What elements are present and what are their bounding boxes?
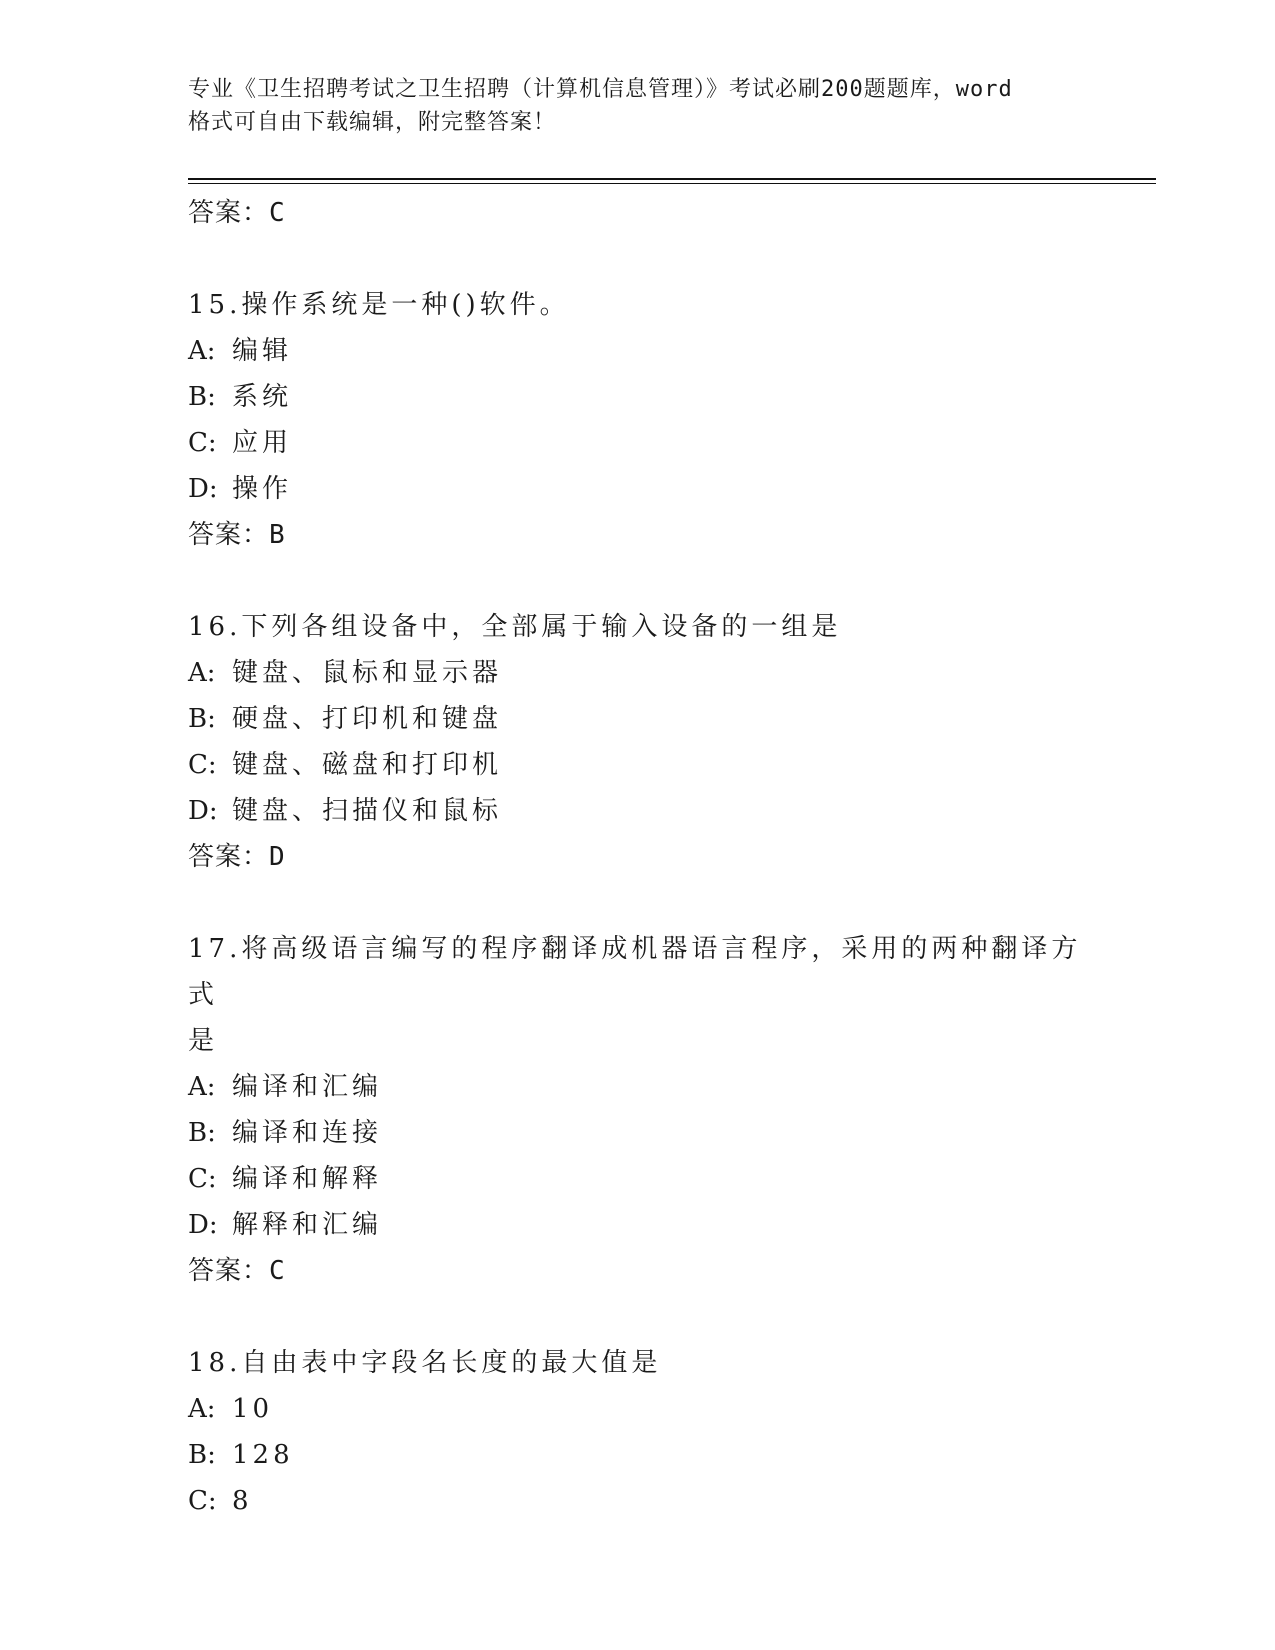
option-c [188,1478,1088,1524]
option-label: B: [188,1118,216,1148]
option-d [188,1202,1088,1248]
option-label: A: [188,1394,216,1424]
answer-line: 答案：D [188,842,286,872]
option-text: 系统 [232,382,293,412]
option-label: A: [188,658,216,688]
option-d [188,466,1088,512]
option-text: 键盘、扫描仪和鼠标 [232,796,503,826]
option-b [188,1110,1088,1156]
answer-line: 答案：B [188,520,286,550]
option-text: 键盘、磁盘和打印机 [232,750,503,780]
option-a [188,1064,1088,1110]
option-text: 解释和汇编 [232,1210,383,1240]
option-text: 10 [232,1394,274,1424]
header-line-1: 专业《卫生招聘考试之卫生招聘（计算机信息管理）》考试必刷200题题库，word [188,77,1013,102]
option-text: 应用 [232,428,293,458]
option-label: B: [188,1440,216,1470]
option-label: C: [188,1164,217,1194]
option-text: 操作 [232,474,293,504]
option-label: C: [188,750,217,780]
option-c [188,420,1088,466]
option-label: B: [188,704,216,734]
question-18 [188,1340,1088,1524]
option-c [188,742,1088,788]
option-a [188,1386,1088,1432]
header-rule-thin [188,183,1156,184]
option-label: A: [188,1072,216,1102]
option-b [188,374,1088,420]
option-c [188,1156,1088,1202]
option-text: 编译和连接 [232,1118,383,1148]
question-list [188,190,1088,1524]
option-b [188,696,1088,742]
option-text: 键盘、鼠标和显示器 [232,658,503,688]
option-text: 8 [232,1486,253,1516]
option-text: 硬盘、打印机和键盘 [232,704,503,734]
question-17 [188,926,1088,1294]
option-label: A: [188,336,216,366]
option-label: D: [188,1210,218,1240]
option-d [188,788,1088,834]
question-text: 15.操作系统是一种()软件。 [188,290,570,320]
header-line-2: 格式可自由下载编辑，附完整答案！ [188,110,557,135]
option-a [188,328,1088,374]
question-16 [188,604,1088,880]
option-text: 编辑 [232,336,293,366]
question-text: 18.自由表中字段名长度的最大值是 [188,1348,662,1378]
option-label: D: [188,474,218,504]
document-header [188,73,1088,139]
option-label: B: [188,382,216,412]
question-text: 17.将高级语言编写的程序翻译成机器语言程序，采用的两种翻译方式 [188,934,1082,1010]
option-b [188,1432,1088,1478]
option-label: C: [188,428,217,458]
option-label: C: [188,1486,217,1516]
option-text: 编译和解释 [232,1164,383,1194]
question-text-continued: 是 [188,1026,219,1056]
option-a [188,650,1088,696]
header-rule-thick [188,178,1156,180]
option-text: 128 [232,1440,294,1470]
question-15 [188,282,1088,558]
option-label: D: [188,796,218,826]
answer-line: 答案：C [188,198,286,228]
question-text: 16.下列各组设备中，全部属于输入设备的一组是 [188,612,842,642]
option-text: 编译和汇编 [232,1072,383,1102]
answer-line: 答案：C [188,1256,286,1286]
